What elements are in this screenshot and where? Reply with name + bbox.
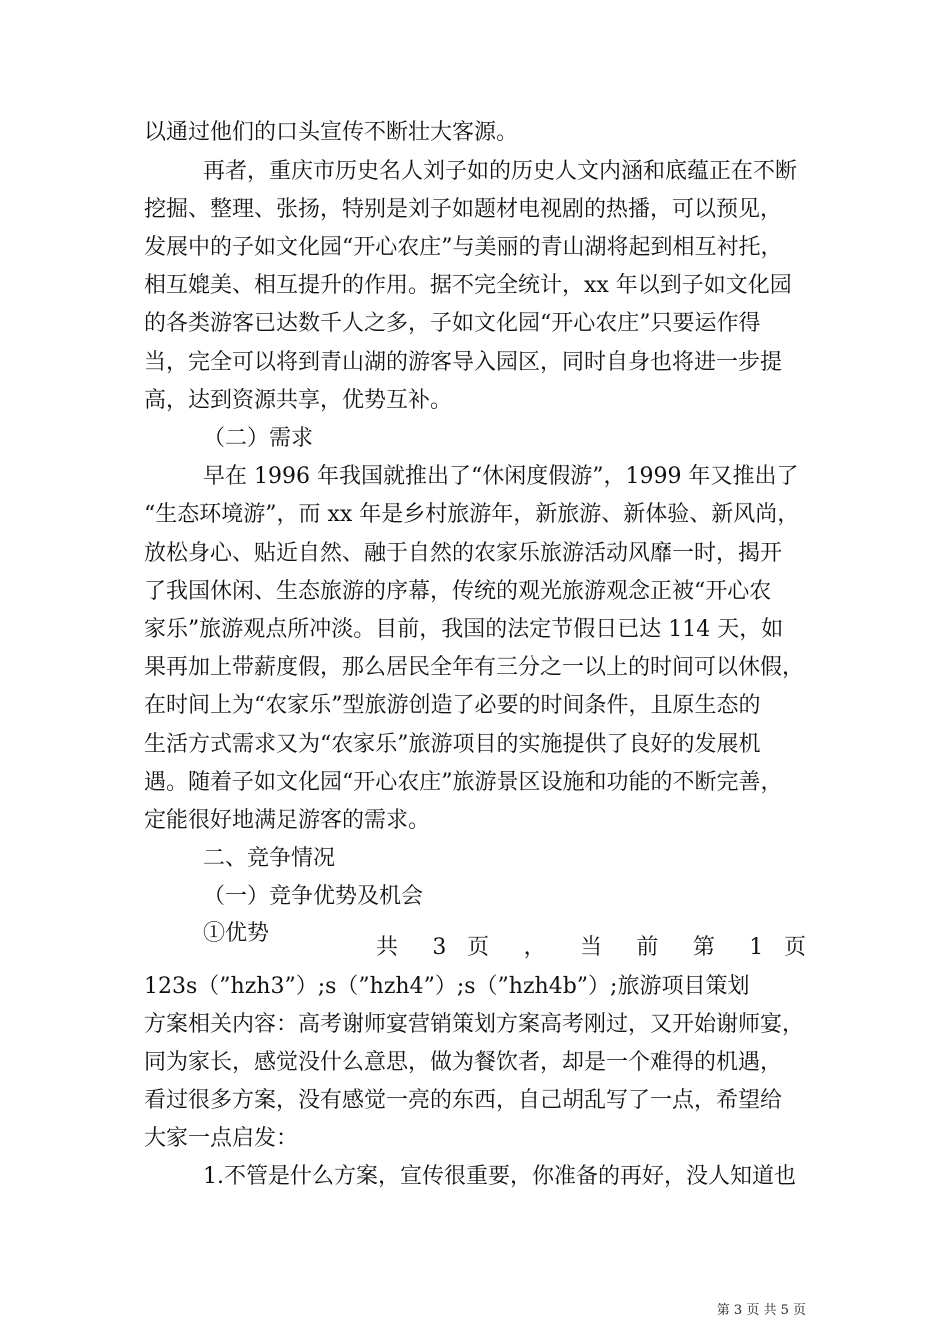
text-line: 了我国休闲、生态旅游的序幕，传统的观光旅游观念正被“开心农 bbox=[144, 579, 772, 604]
text-line: 早在 1996 年我国就推出了“休闲度假游”，1999 年又推出了 bbox=[203, 464, 799, 489]
section-heading: （一）竞争优势及机会 bbox=[203, 884, 424, 909]
text-line: 123s（”hzh3”）;s（”hzh4”）;s（”hzh4b”）;旅游项目策划 bbox=[144, 974, 750, 999]
text-line: “生态环境游”，而 xx 年是乡村旅游年，新旅游、新体验、新风尚， bbox=[144, 502, 800, 527]
text-line: 再者，重庆市历史名人刘子如的历史人文内涵和底蕴正在不断 bbox=[203, 159, 798, 184]
pagination-text: 共 3 页 ， 当 前 第 1 页 bbox=[376, 935, 806, 960]
text-line: 以通过他们的口头宣传不断壮大客源。 bbox=[144, 120, 519, 145]
text-line: 遇。随着子如文化园“开心农庄”旅游景区设施和功能的不断完善， bbox=[144, 770, 783, 795]
text-line: 发展中的子如文化园“开心农庄”与美丽的青山湖将起到相互衬托， bbox=[144, 235, 783, 260]
section-heading: ①优势 bbox=[203, 921, 270, 946]
text-line: 大家一点启发： bbox=[144, 1126, 299, 1151]
text-line: 定能很好地满足游客的需求。 bbox=[144, 808, 431, 833]
text-line: 高，达到资源共享，优势互补。 bbox=[144, 388, 453, 413]
text-line: 果再加上带薪度假，那么居民全年有三分之一以上的时间可以休假， bbox=[144, 655, 805, 680]
text-line: 相互媲美、相互提升的作用。据不完全统计，xx 年以到子如文化园 bbox=[144, 273, 792, 298]
text-line: 同为家长，感觉没什么意思，做为餐饮者，却是一个难得的机遇， bbox=[144, 1050, 783, 1075]
text-line: 家乐”旅游观点所冲淡。目前，我国的法定节假日已达 114 天，如 bbox=[144, 617, 784, 642]
text-line: 的各类游客已达数千人之多，子如文化园“开心农庄”只要运作得 bbox=[144, 311, 761, 336]
text-line: 方案相关内容：高考谢师宴营销策划方案高考刚过，又开始谢师宴， bbox=[144, 1012, 805, 1037]
text-line: 生活方式需求又为“农家乐”旅游项目的实施提供了良好的发展机 bbox=[144, 732, 761, 757]
text-line: 放松身心、贴近自然、融于自然的农家乐旅游活动风靡一时，揭开 bbox=[144, 541, 783, 566]
section-heading: 二、竞争情况 bbox=[203, 846, 336, 871]
text-line: 1.不管是什么方案，宣传很重要，你准备的再好，没人知道也 bbox=[203, 1164, 796, 1189]
text-line: 当，完全可以将到青山湖的游客导入园区，同时自身也将进一步提 bbox=[144, 350, 783, 375]
page-number-footer: 第 3 页 共 5 页 bbox=[716, 1303, 806, 1318]
text-line: 看过很多方案，没有感觉一亮的东西，自己胡乱写了一点，希望给 bbox=[144, 1088, 783, 1113]
text-line: 挖掘、整理、张扬，特别是刘子如题材电视剧的热播，可以预见， bbox=[144, 197, 783, 222]
section-heading: （二）需求 bbox=[203, 426, 314, 451]
text-line: 在时间上为“农家乐”型旅游创造了必要的时间条件，且原生态的 bbox=[144, 693, 761, 718]
